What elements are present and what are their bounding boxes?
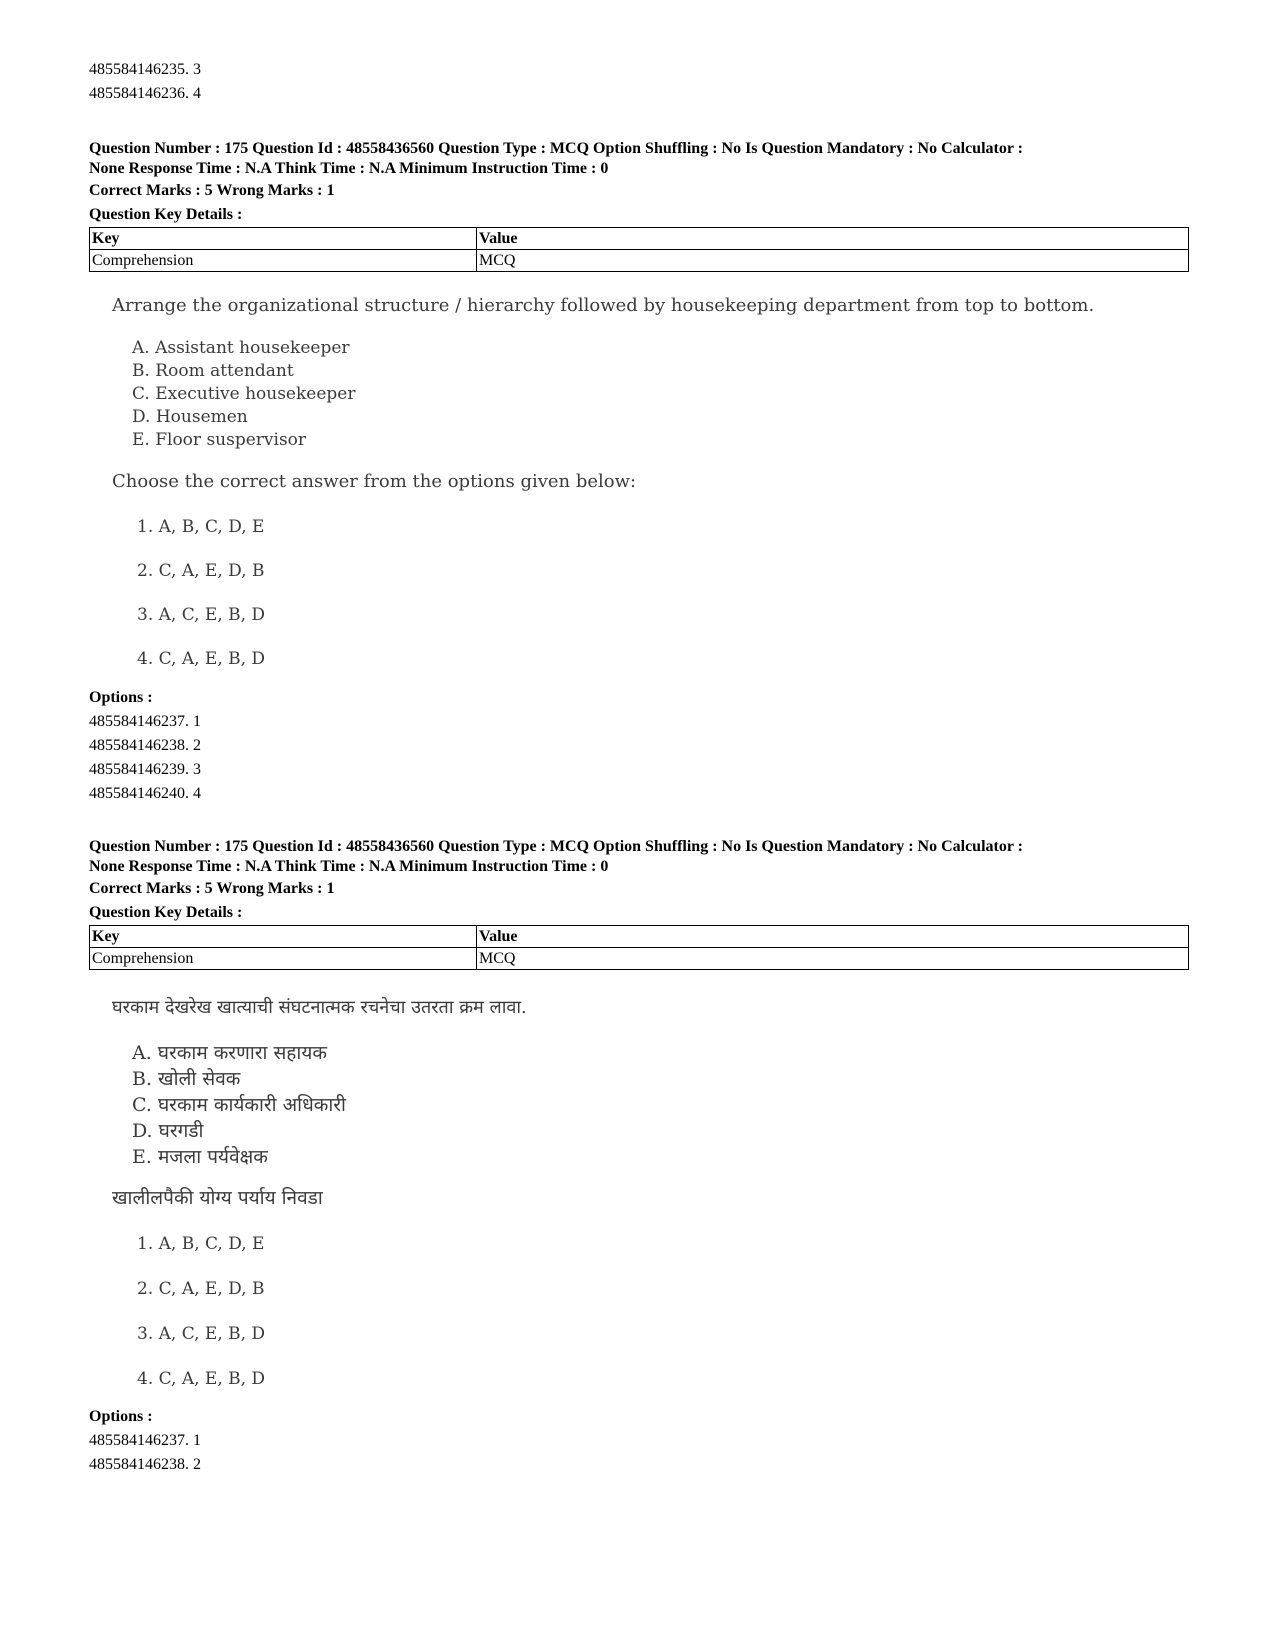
key-details-label: Question Key Details : xyxy=(89,206,243,223)
option-line: 485584146236. 4 xyxy=(89,85,201,102)
question-header-line1: Question Number : 175 Question Id : 48558436560 Question Type : MCQ Option Shuffling : No Is Question Mandatory : No Calculator : xyxy=(89,140,1023,157)
table-cell-value: MCQ xyxy=(477,948,1189,970)
option-line: 485584146240. 4 xyxy=(89,785,201,802)
document-page xyxy=(89,58,1189,1477)
list-item: A. घरकाम करणारा सहायक xyxy=(132,1042,327,1064)
answer-choice: 2. C, A, E, D, B xyxy=(137,561,265,581)
table-header-value: Value xyxy=(477,926,1189,948)
table-header-key: Key xyxy=(90,926,477,948)
answer-choice: 4. C, A, E, B, D xyxy=(137,1369,266,1389)
option-line: 485584146237. 1 xyxy=(89,1432,201,1449)
option-line: 485584146238. 2 xyxy=(89,1456,201,1473)
list-item: C. Executive housekeeper xyxy=(132,384,356,404)
list-item: B. खोली सेवक xyxy=(132,1068,241,1090)
question-content xyxy=(112,996,1189,1391)
key-details-table xyxy=(89,227,1189,272)
table-cell-key: Comprehension xyxy=(90,948,477,970)
key-details-table xyxy=(89,925,1189,970)
answer-choice: 3. A, C, E, B, D xyxy=(137,605,266,625)
option-line: 485584146235. 3 xyxy=(89,61,201,78)
question-block-marathi xyxy=(89,837,1189,1477)
table-cell-key: Comprehension xyxy=(90,250,477,272)
answer-choice: 1. A, B, C, D, E xyxy=(137,517,265,537)
table-row xyxy=(90,948,1189,970)
options-label: Options : xyxy=(89,1408,153,1425)
table-row xyxy=(90,250,1189,272)
question-stem: घरकाम देखरेख खात्याची संघटनात्मक रचनेचा उतरता क्रम लावा. xyxy=(112,997,527,1018)
list-item: C. घरकाम कार्यकारी अधिकारी xyxy=(132,1094,346,1116)
options-label: Options : xyxy=(89,689,153,706)
question-header-line2: None Response Time : N.A Think Time : N.A Minimum Instruction Time : 0 xyxy=(89,858,609,875)
list-item: D. Housemen xyxy=(132,407,248,427)
marks-line: Correct Marks : 5 Wrong Marks : 1 xyxy=(89,880,335,897)
table-header-row xyxy=(90,926,1189,948)
option-line: 485584146238. 2 xyxy=(89,737,201,754)
option-line: 485584146237. 1 xyxy=(89,713,201,730)
list-item: D. घरगडी xyxy=(132,1120,204,1142)
key-details-label: Question Key Details : xyxy=(89,904,243,921)
list-item: B. Room attendant xyxy=(132,361,294,381)
answer-choice: 3. A, C, E, B, D xyxy=(137,1324,266,1344)
question-header-line2: None Response Time : N.A Think Time : N.A Minimum Instruction Time : 0 xyxy=(89,160,609,177)
marks-line: Correct Marks : 5 Wrong Marks : 1 xyxy=(89,182,335,199)
question-header-line1: Question Number : 175 Question Id : 48558436560 Question Type : MCQ Option Shuffling : No Is Question Mandatory : No Calculator : xyxy=(89,838,1023,855)
table-header-key: Key xyxy=(90,228,477,250)
table-header-value: Value xyxy=(477,228,1189,250)
table-cell-value: MCQ xyxy=(477,250,1189,272)
list-item: E. Floor suspervisor xyxy=(132,430,307,450)
option-line: 485584146239. 3 xyxy=(89,761,201,778)
answer-choice: 2. C, A, E, D, B xyxy=(137,1279,265,1299)
list-item: A. Assistant housekeeper xyxy=(132,338,350,358)
table-header-row xyxy=(90,228,1189,250)
list-item: E. मजला पर्यवेक्षक xyxy=(132,1146,268,1168)
answer-choice: 4. C, A, E, B, D xyxy=(137,649,266,669)
choose-instruction: Choose the correct answer from the options given below: xyxy=(112,471,637,492)
question-stem: Arrange the organizational structure / hierarchy followed by housekeeping department from top to bottom. xyxy=(112,295,1095,316)
answer-choice: 1. A, B, C, D, E xyxy=(137,1234,265,1254)
choose-instruction: खालीलपैकी योग्य पर्याय निवडा xyxy=(112,1187,323,1209)
question-content xyxy=(112,294,1189,671)
question-block-english xyxy=(89,139,1189,806)
